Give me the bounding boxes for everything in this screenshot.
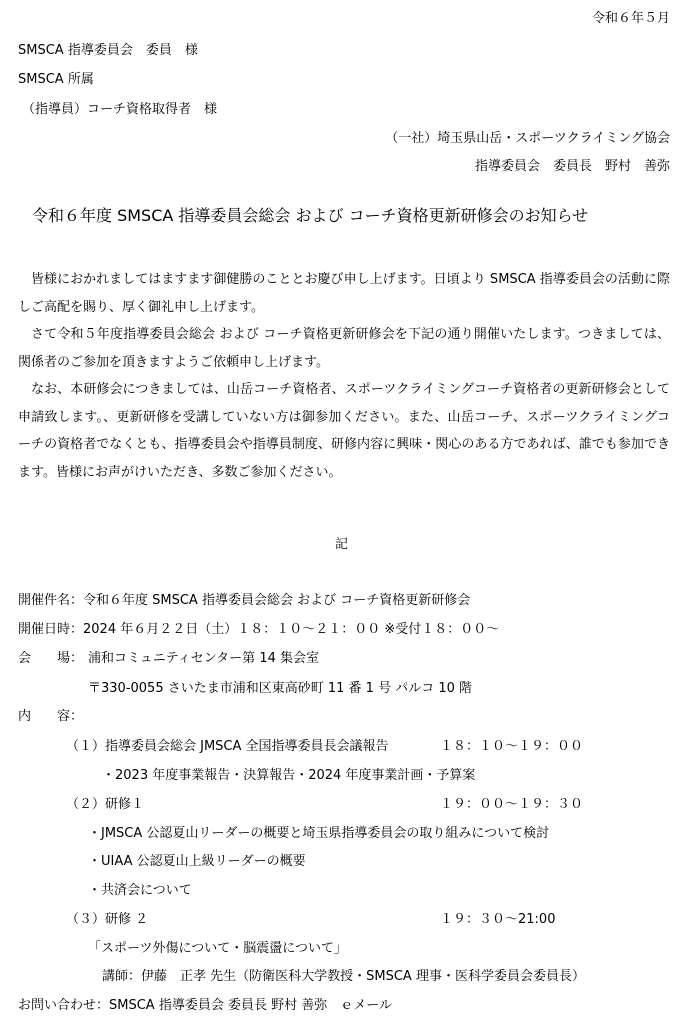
venue-label: 会 場： xyxy=(18,651,84,666)
program-1-time: １８：１０～１９：００ xyxy=(440,739,584,754)
content-label: 内 容： xyxy=(18,709,84,724)
program-2-time: １９：００～１９：３０ xyxy=(440,797,584,812)
body-paragraph-1: 皆様におかれましてはますます御健勝のこととお慶び申し上げます。日頃より SMSCA 指導委員会の活動に際しご高配を賜り、厚く御礼申し上げます。 xyxy=(18,272,670,315)
ki-marker: 記 xyxy=(335,537,349,552)
contact-line: お問い合わせ：SMSCA 指導委員会 委員長 野村 善弥 ｅメール xyxy=(18,998,392,1013)
program-2-item: ・UIAA 公認夏山上級リーダーの概要 xyxy=(88,854,306,869)
sender-person: 指導委員会 委員長 野村 善弥 xyxy=(474,159,670,174)
program-2-heading: （２）研修１ xyxy=(66,797,145,812)
recipient-line-2: SMSCA 所属 xyxy=(18,72,94,87)
program-3-subtitle: 「スポーツ外傷について・脳震盪について」 xyxy=(88,941,347,956)
recipient-line-3: （指導員）コーチ資格取得者 様 xyxy=(22,102,218,117)
body-paragraph-3: なお、本研修会につきましては、山岳コーチ資格者、スポーツクライミングコーチ資格者の更新研修会として申請致します。、更新研修を受講していない方は御参加ください。また、山岳コーチ、スポーツクライミングコーチの資格者でなくとも、指導委員会や指導員制度、研修内容に興味・関心のある方であれば、誰でも参加できます。皆様にお声がけいただき、多数ご参加ください。 xyxy=(18,382,670,480)
program-3-heading: （３）研修 ２ xyxy=(66,912,149,927)
recipient-line-1: SMSCA 指導委員会 委員 様 xyxy=(18,43,198,58)
event-name: 開催件名：令和６年度 SMSCA 指導委員会総会 および コーチ資格更新研修会 xyxy=(18,593,471,608)
venue-name: 浦和コミュニティセンター第 14 集会室 xyxy=(88,651,319,666)
body-paragraph-2: さて令和５年度指導委員会総会 および コーチ資格更新研修会を下記の通り開催いたします。つきましては、関係者のご参加を頂きますようご依頼申し上げます。 xyxy=(18,327,670,370)
program-3-time: １９：３０～21:00 xyxy=(440,912,556,927)
venue-address: 〒330-0055 さいたま市浦和区東高砂町 11 番 1 号 パルコ 10 階 xyxy=(88,681,473,696)
sender-organization: （一社）埼玉県山岳・スポーツクライミング協会 xyxy=(385,131,670,146)
program-3-lecturer: 講師：伊藤 正孝 先生（防衛医科大学教授・SMSCA 理事・医科学委員会委員長） xyxy=(102,969,585,984)
program-1-item: ・2023 年度事業報告・決算報告・2024 年度事業計画・予算案 xyxy=(102,768,476,783)
program-1-heading: （１）指導委員会総会 JMSCA 全国指導委員長会議報告 xyxy=(66,739,389,754)
document-date: 令和６年５月 xyxy=(591,11,670,26)
page-title: 令和６年度 SMSCA 指導委員会総会 および コーチ資格更新研修会のお知らせ xyxy=(32,206,589,225)
program-2-item: ・共済会について xyxy=(88,883,192,898)
event-date: 開催日時：2024 年６月２２日（土）１８：１０～２１：００ ※受付１８：００～ xyxy=(18,622,500,637)
program-2-item: ・JMSCA 公認夏山リーダーの概要と埼玉県指導委員会の取り組みについて検討 xyxy=(88,826,550,841)
body-text xyxy=(18,266,670,486)
